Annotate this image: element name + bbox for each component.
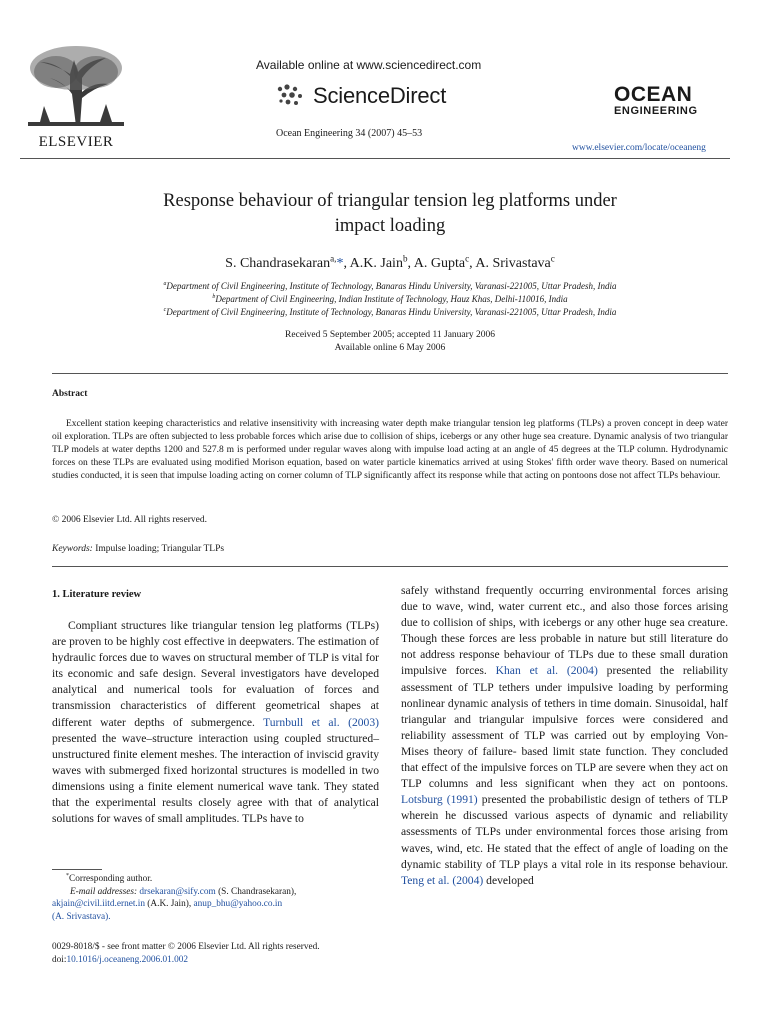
email-link-2[interactable]: akjain@civil.iitd.ernet.in bbox=[52, 899, 145, 909]
journal-logo-line2: ENGINEERING bbox=[614, 105, 698, 117]
corresponding-author-footnote: *Corresponding author. E-mail addresses: drsekaran@sify.com (S. Chandrasekaran), akjain@civil.iitd.ernet.in (A.K. Jain), anup_bhu@yahoo.co.in (A. Srivastava). bbox=[52, 872, 297, 922]
online-notice: Available online at www.sciencedirect.com bbox=[256, 58, 482, 72]
sciencedirect-dots-icon bbox=[274, 81, 308, 111]
abstract-bottom-divider bbox=[52, 566, 728, 567]
elsevier-tree-icon bbox=[26, 42, 126, 128]
right-column-text: safely withstand frequently occurring environmental forces arising due to wave, wind, water current etc., and also those forces arising due to collision of ships, with icebergs or any other huge sea creature. Though these forces are less probable in nature but still literature do not address response behaviour of TLPs due to these small duration impulsive forces. Khan et al. (2004) presented the reliability assessment of TLP tethers under impulsive loading by performing nonlinear dynamic analysis of tethers in time domain. Sinusoidal, half triangular and triangular impulsive forces were considered and reliability assessment of TLP was carried out by employing Von-Mises theory of failure- based limit state function. They concluded that effect of the impulsive forces on TLP are severe when they act on TLP columns and less significant when they act on pontoons. Lotsburg (1991) presented the probabilistic design of tethers of TLP wherein he discussed various aspects of dynamic and reliability assessments of TLPs under environmental forces those arising from waves, wind, etc. He stated that the effect of angle of loading on the dynamic stability of TLP plays a vital role in its response behaviour. Teng et al. (2004) developed bbox=[401, 584, 729, 887]
footnote-divider bbox=[52, 869, 102, 870]
affiliation-c: $^c$Department of Civil Engineering, Institute of Technology, Banaras Hindu University, Varanasi-221005, Uttar Pradesh, India bbox=[163, 307, 617, 317]
author-4: A. Srivastava$^c$ bbox=[475, 253, 555, 271]
keywords-text: Impulse loading; Triangular TLPs bbox=[95, 544, 225, 554]
journal-url-link[interactable]: www.elsevier.com/locate/oceaneng bbox=[572, 143, 706, 153]
corresponding-author-mark[interactable]: * bbox=[336, 256, 344, 271]
article-title bbox=[60, 189, 720, 239]
sciencedirect-wordmark: ScienceDirect bbox=[313, 83, 447, 108]
keywords bbox=[52, 544, 224, 554]
citation-link-teng[interactable]: Teng et al. (2004) bbox=[401, 873, 484, 887]
affiliations bbox=[60, 280, 720, 319]
author-3: A. Gupta$^c$, bbox=[413, 253, 476, 271]
sciencedirect-logo[interactable] bbox=[274, 80, 446, 112]
keywords-label: Keywords: bbox=[52, 544, 93, 554]
abstract-text: Excellent station keeping characteristics and relative insensitivity with increasing water depth make triangular tension leg platforms (TLPs) a proven concept in deep water oil exploration. TLPs are often subjected to less probable forces which arise due to collision of ships, icebergs or any other huge sea creature. Dynamic analysis of two triangular TLP models at water depths 1200 and 527.8 m is performed under regular waves along with impulse load acting at an angle of 45 degrees at the TLP column. Hydrodynamic forces on these TLPs are evaluated using modified Morison equation, based on water particle kinematics arrived at using Stokes' fifth order wave theory. Based on numerical studies conducted, it is seen that impulse loading acting on corner column of TLP significantly affect its response while that acting on pontoons dose not affect TLPs behaviour. bbox=[52, 419, 728, 481]
author-list bbox=[60, 253, 720, 272]
abstract-top-divider bbox=[52, 373, 728, 374]
citation-link-khan[interactable]: Khan et al. (2004) bbox=[495, 664, 598, 678]
title-line-2: impact loading bbox=[334, 216, 446, 236]
doi-line: doi:10.1016/j.oceaneng.2006.01.002 bbox=[52, 954, 189, 965]
affiliation-b: $^b$Department of Civil Engineering, Indian Institute of Technology, Hauz Khas, Delhi-110016, India bbox=[212, 294, 568, 304]
publisher-name: ELSEVIER bbox=[38, 134, 114, 150]
citation-link-lotsburg[interactable]: Lotsburg (1991) bbox=[401, 793, 478, 807]
doi-link[interactable]: 10.1016/j.oceaneng.2006.01.002 bbox=[66, 954, 189, 965]
left-column-text: Compliant structures like triangular tension leg platforms (TLPs) are proven to be highly cost effective in deepwaters. The estimation of hydraulic forces due to waves on structural member of TLP is vital for its economic and safe design. Several investigators have developed analytical and numerical tools for evaluation of forces and transmission characteristics of different geometrical shapes at different water depths of submergence. Turnbull et al. (2003) presented the wave–structure interaction using coupled structured–unstructured finite element meshes. The interaction of inviscid gravity waves with submerged fixed horizontal structures is modelled in two dimensions using a finite element numerical wave tank. They stated that the experimental results closely agree with that of analytical solutions for waves of small amplitudes. TLPs have to bbox=[52, 619, 379, 826]
journal-logo bbox=[614, 84, 698, 117]
affiliation-a: $^a$Department of Civil Engineering, Institute of Technology, Banaras Hindu University, Varanasi-221005, Uttar Pradesh, India bbox=[163, 281, 617, 291]
elsevier-logo bbox=[20, 42, 132, 150]
author-2: A.K. Jain$^b$, bbox=[349, 253, 414, 271]
front-matter bbox=[52, 941, 382, 966]
email-link-3[interactable]: anup_bhu@yahoo.co.in bbox=[193, 899, 283, 909]
author-1: S. Chandrasekaran$^{a,}$*, bbox=[225, 253, 350, 271]
section-heading: 1. Literature review bbox=[52, 589, 142, 600]
abstract-heading: Abstract bbox=[52, 389, 88, 399]
journal-reference: Ocean Engineering 34 (2007) 45–53 bbox=[276, 128, 423, 139]
article-dates bbox=[60, 329, 720, 355]
issn-line: 0029-8018/$ - see front matter © 2006 Elsevier Ltd. All rights reserved. bbox=[52, 942, 320, 952]
citation-link-turnbull[interactable]: Turnbull et al. (2003) bbox=[263, 715, 379, 729]
journal-logo-line1: OCEAN bbox=[614, 83, 693, 106]
email-link-1[interactable]: drsekaran@sify.com bbox=[139, 886, 216, 897]
title-line-1: Response behaviour of triangular tension leg platforms under bbox=[163, 191, 617, 211]
available-date: Available online 6 May 2006 bbox=[334, 343, 446, 353]
received-date: Received 5 September 2005; accepted 11 January 2006 bbox=[285, 330, 495, 340]
header-divider bbox=[20, 158, 730, 159]
abstract-copyright: © 2006 Elsevier Ltd. All rights reserved. bbox=[52, 515, 207, 525]
